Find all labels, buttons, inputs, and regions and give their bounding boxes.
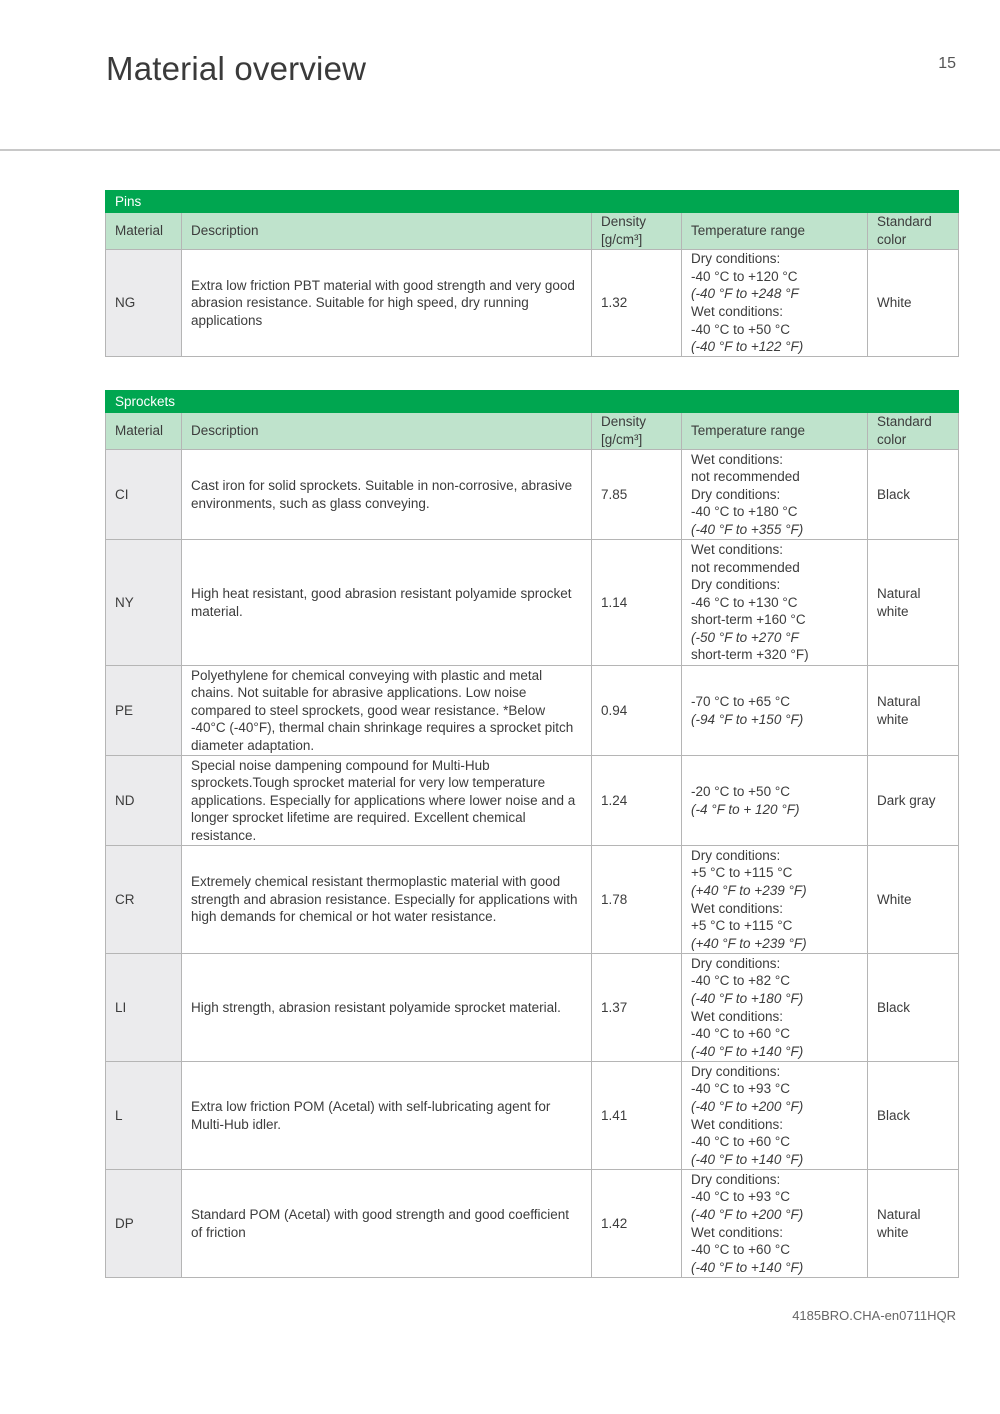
material-description: Extra low friction PBT material with good strength and very good abrasion resistance. Suitable for high speed, dry running applications bbox=[182, 250, 592, 357]
material-code: DP bbox=[106, 1170, 182, 1278]
temperature-line: (-40 °F to +180 °F) bbox=[691, 990, 804, 1006]
temperature-line: Wet conditions: bbox=[691, 900, 784, 916]
standard-color: Black bbox=[868, 1062, 959, 1170]
temperature-line: not recommended bbox=[691, 559, 800, 575]
pins-table bbox=[105, 190, 959, 357]
temperature-line: (+40 °F to +239 °F) bbox=[691, 882, 807, 898]
pins-section-title: Pins bbox=[106, 191, 959, 213]
temperature-line: (-40 °F to +200 °F) bbox=[691, 1206, 804, 1222]
temperature-line: Wet conditions: bbox=[691, 1008, 784, 1024]
temperature-line: -40 °C to +93 °C bbox=[691, 1081, 790, 1097]
temperature-line: (+40 °F to +239 °F) bbox=[691, 935, 807, 951]
material-density: 1.78 bbox=[592, 846, 682, 954]
standard-color: White bbox=[868, 846, 959, 954]
header-color: Standard color bbox=[868, 213, 959, 250]
temperature-line: (-4 °F to + 120 °F) bbox=[691, 801, 800, 817]
standard-color: Natural white bbox=[868, 1170, 959, 1278]
material-description: High heat resistant, good abrasion resistant polyamide sprocket material. bbox=[182, 540, 592, 666]
temperature-line: -70 °C to +65 °C bbox=[691, 693, 790, 709]
temperature-line: (-40 °F to +140 °F) bbox=[691, 1043, 804, 1059]
page-title: Material overview bbox=[106, 50, 367, 87]
temperature-line: Dry conditions: bbox=[691, 1171, 781, 1187]
temperature-range bbox=[682, 954, 868, 1062]
table-row bbox=[106, 540, 959, 666]
temperature-range bbox=[682, 250, 868, 357]
temperature-line: -40 °C to +93 °C bbox=[691, 1189, 790, 1205]
temperature-line: -40 °C to +180 °C bbox=[691, 504, 798, 520]
temperature-line: (-94 °F to +150 °F) bbox=[691, 711, 804, 727]
header-material: Material bbox=[106, 413, 182, 450]
material-density: 1.42 bbox=[592, 1170, 682, 1278]
material-density: 0.94 bbox=[592, 666, 682, 756]
temperature-range bbox=[682, 756, 868, 846]
standard-color: White bbox=[868, 250, 959, 357]
material-code: CI bbox=[106, 450, 182, 540]
temperature-line: not recommended bbox=[691, 469, 800, 485]
material-description: Standard POM (Acetal) with good strength and good coefficient of friction bbox=[182, 1170, 592, 1278]
standard-color: Black bbox=[868, 450, 959, 540]
header-description: Description bbox=[182, 413, 592, 450]
temperature-line: Dry conditions: bbox=[691, 251, 781, 267]
table-row bbox=[106, 846, 959, 954]
temperature-line: Wet conditions: bbox=[691, 541, 784, 557]
temperature-range bbox=[682, 450, 868, 540]
temperature-line: (-40 °F to +200 °F) bbox=[691, 1098, 804, 1114]
table-row bbox=[106, 756, 959, 846]
material-description: Polyethylene for chemical conveying with plastic and metal chains. Not suitable for abrasive applications. Low noise compared to steel sprockets, good wear resistance. *Below -40°C (-40°F), thermal chain shrinkage requires a sprocket pitch diameter adaptation. bbox=[182, 666, 592, 756]
material-code: L bbox=[106, 1062, 182, 1170]
temperature-line: Dry conditions: bbox=[691, 577, 781, 593]
page-number: 15 bbox=[938, 55, 956, 72]
temperature-line: (-40 °F to +140 °F) bbox=[691, 1259, 804, 1275]
material-density: 7.85 bbox=[592, 450, 682, 540]
temperature-range bbox=[682, 1170, 868, 1278]
temperature-line: (-40 °F to +248 °F bbox=[691, 286, 799, 302]
pins-section-header bbox=[106, 191, 959, 213]
header-density: Density [g/cm³] bbox=[592, 213, 682, 250]
header-density: Density [g/cm³] bbox=[592, 413, 682, 450]
material-density: 1.14 bbox=[592, 540, 682, 666]
header-temperature: Temperature range bbox=[682, 413, 868, 450]
table-row bbox=[106, 450, 959, 540]
table-row bbox=[106, 666, 959, 756]
material-density: 1.41 bbox=[592, 1062, 682, 1170]
temperature-line: short-term +320 °F) bbox=[691, 647, 809, 663]
temperature-line: Wet conditions: bbox=[691, 304, 784, 319]
temperature-range bbox=[682, 666, 868, 756]
material-code: CR bbox=[106, 846, 182, 954]
material-density: 1.32 bbox=[592, 250, 682, 357]
material-density: 1.24 bbox=[592, 756, 682, 846]
sprockets-section-header bbox=[106, 391, 959, 413]
table-row bbox=[106, 1170, 959, 1278]
material-code: NG bbox=[106, 250, 182, 357]
standard-color: Dark gray bbox=[868, 756, 959, 846]
temperature-line: -46 °C to +130 °C bbox=[691, 594, 798, 610]
header-material: Material bbox=[106, 213, 182, 250]
header-temperature: Temperature range bbox=[682, 213, 868, 250]
temperature-line: Dry conditions: bbox=[691, 486, 781, 502]
table-row bbox=[106, 250, 959, 357]
header-color: Standard color bbox=[868, 413, 959, 450]
temperature-range bbox=[682, 846, 868, 954]
material-code: PE bbox=[106, 666, 182, 756]
table-row bbox=[106, 1062, 959, 1170]
temperature-line: -40 °C to +50 °C bbox=[691, 321, 790, 337]
temperature-line: Wet conditions: bbox=[691, 1116, 784, 1132]
pins-column-headers bbox=[106, 213, 959, 250]
temperature-line: +5 °C to +115 °C bbox=[691, 865, 793, 881]
material-description: Extremely chemical resistant thermoplastic material with good strength and abrasion resistance. Especially for applications with high demands for chemical or hot water resistance. bbox=[182, 846, 592, 954]
sprockets-section-title: Sprockets bbox=[106, 391, 959, 413]
material-description: Extra low friction POM (Acetal) with self-lubricating agent for Multi-Hub idler. bbox=[182, 1062, 592, 1170]
temperature-line: Wet conditions: bbox=[691, 1224, 784, 1240]
temperature-range bbox=[682, 540, 868, 666]
temperature-line: (-50 °F to +270 °F bbox=[691, 629, 799, 645]
temperature-line: (-40 °F to +122 °F) bbox=[691, 339, 804, 355]
standard-color: Black bbox=[868, 954, 959, 1062]
temperature-line: -40 °C to +60 °C bbox=[691, 1134, 790, 1150]
table-row bbox=[106, 954, 959, 1062]
temperature-line: +5 °C to +115 °C bbox=[691, 918, 793, 934]
temperature-line: -40 °C to +82 °C bbox=[691, 973, 790, 989]
sprockets-table bbox=[105, 390, 959, 1278]
temperature-line: -40 °C to +60 °C bbox=[691, 1026, 790, 1042]
standard-color: Natural white bbox=[868, 540, 959, 666]
header-description: Description bbox=[182, 213, 592, 250]
material-code: LI bbox=[106, 954, 182, 1062]
document-code: 4185BRO.CHA-en0711HQR bbox=[792, 1308, 956, 1323]
temperature-line: -40 °C to +120 °C bbox=[691, 268, 798, 284]
temperature-line: (-40 °F to +355 °F) bbox=[691, 521, 804, 537]
material-description: Special noise dampening compound for Multi-Hub sprockets.Tough sprocket material for very low temperature applications. Especially for applications where lower noise and a longer sprocket lifetime are required. Excellent chemical resistance. bbox=[182, 756, 592, 846]
header-divider bbox=[0, 149, 1000, 151]
temperature-line: Wet conditions: bbox=[691, 451, 784, 467]
temperature-range bbox=[682, 1062, 868, 1170]
temperature-line: Dry conditions: bbox=[691, 847, 781, 863]
temperature-line: Dry conditions: bbox=[691, 1063, 781, 1079]
material-description: High strength, abrasion resistant polyamide sprocket material. bbox=[182, 954, 592, 1062]
material-code: ND bbox=[106, 756, 182, 846]
temperature-line: short-term +160 °C bbox=[691, 612, 806, 628]
temperature-line: -40 °C to +60 °C bbox=[691, 1242, 790, 1258]
temperature-line: (-40 °F to +140 °F) bbox=[691, 1151, 804, 1167]
material-code: NY bbox=[106, 540, 182, 666]
material-description: Cast iron for solid sprockets. Suitable in non-corrosive, abrasive environments, such as glass conveying. bbox=[182, 450, 592, 540]
temperature-line: Dry conditions: bbox=[691, 955, 781, 971]
sprockets-column-headers bbox=[106, 413, 959, 450]
temperature-line: -20 °C to +50 °C bbox=[691, 783, 790, 799]
material-density: 1.37 bbox=[592, 954, 682, 1062]
standard-color: Natural white bbox=[868, 666, 959, 756]
